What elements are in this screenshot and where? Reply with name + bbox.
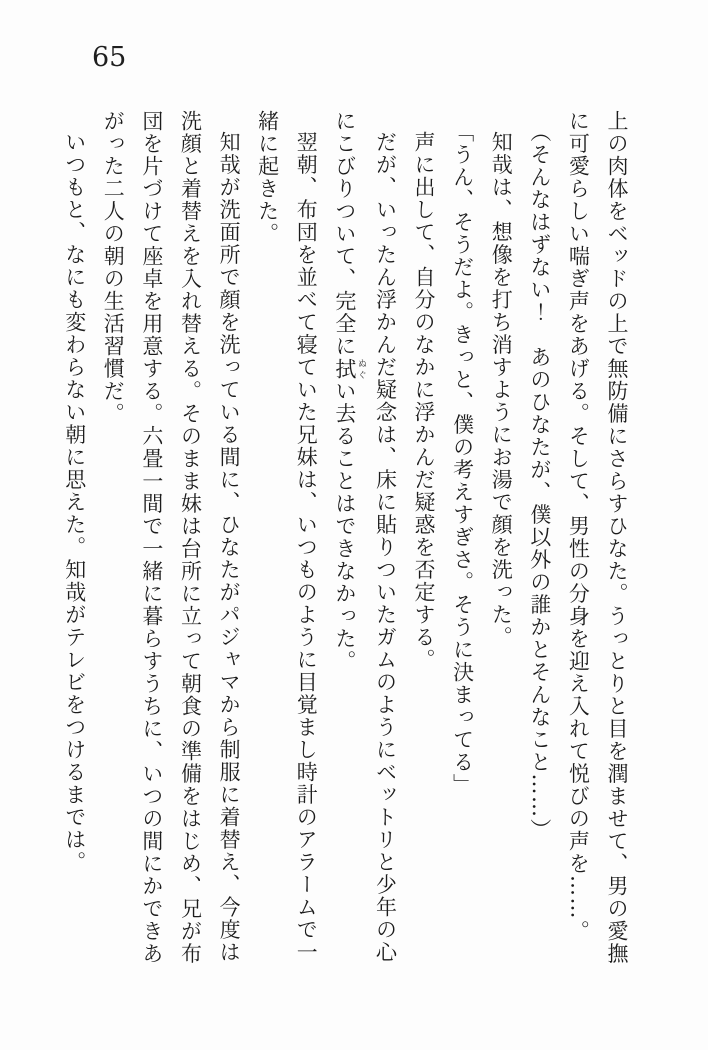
text-line: 緒に起きた。: [255, 110, 280, 245]
text-block: [55, 110, 636, 972]
text-line: 上の肉体をベッドの上で無防備にさらすひなた。うっとりと目を潤ませて、男の愛撫: [605, 110, 629, 965]
text-line: がった二人の朝の生活習慣だ。: [101, 110, 126, 425]
text-line: （そんなはずない！ あのひなたが、僕以外の誰かとそんなこと……）: [527, 120, 552, 841]
text-line: 知哉が洗面所で顔を洗っている間に、ひなたがパジャマから制服に着替え、今度は: [217, 131, 242, 964]
text-line: だが、いったん浮かんだ疑念は、床に貼りついたガムのようにベットリと少年の心: [373, 131, 398, 964]
furigana-ruby: 拭 ぬぐ: [332, 357, 366, 380]
text-line: 団を片づけて座卓を用意する。六畳一間で一緒に暮らすうちに、いつの間にかできあ: [139, 110, 164, 965]
text-line: 翌朝、布団を並べて寝ていた兄妹は、いつものように目覚まし時計のアラームで一: [294, 131, 319, 964]
text-line: 知哉は、想像を打ち消すようにお湯で顔を洗った。: [489, 131, 514, 649]
text-line: に可愛らしい喘ぎ声をあげる。そして、男性の分身を迎え入れて悦びの声を……。: [566, 110, 591, 943]
text-line: 「うん、そうだよ。きっと、僕の考えすぎさ。そうに決まってる」: [450, 120, 475, 796]
text-line: 声に出して、自分のなかに浮かんだ疑惑を否定する。: [412, 131, 437, 671]
text-line: 洗顔と着替えを入れ替える。そのまま妹は台所に立って朝食の準備をはじめ、兄が布: [178, 110, 203, 965]
text-line: にこびりついて、完全に拭 ぬぐい去ることはできなかった。: [332, 110, 366, 673]
text-line: いつもと、なにも変わらない朝に思えた。知哉がテレビをつけるまでは。: [62, 131, 87, 874]
page-number: 65: [92, 42, 127, 73]
